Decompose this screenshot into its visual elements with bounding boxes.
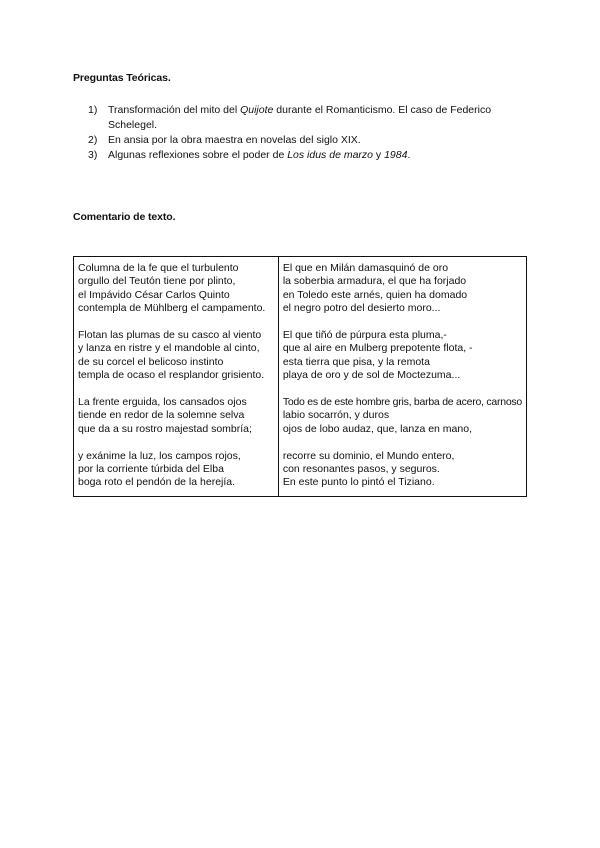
section-heading-text-commentary: Comentario de texto. [73,211,176,223]
questions-list [88,103,528,163]
poem-line: el Impávido César Carlos Quinto [78,288,230,301]
question-text: Algunas reflexiones sobre el poder de Los idus de marzo y 1984. [108,149,411,161]
poem-line: el negro potro del desierto moro... [282,302,441,315]
poem-line: con resonantes pasos, y seguros. [282,463,440,476]
poem-line: de su corcel el belicoso instinto [78,355,224,368]
stanza [78,329,274,383]
stanza [283,329,522,383]
poem-line: esta tierra que pisa, y la remota [282,355,430,368]
question-number: 2) [88,134,98,146]
poem-column-left [74,257,279,497]
question-number: 3) [88,149,98,161]
poem-line: templa de ocaso el resplandor grisiento. [78,369,265,382]
question-item [88,133,528,148]
poem-line: labio socarrón, y duros [282,409,390,422]
stanza [78,450,274,490]
stanza [78,262,274,316]
poem-line: La frente erguida, los cansados ojos [78,396,247,409]
poem-line: que da a su rostro majestad sombría; [78,422,252,435]
question-item [88,148,528,163]
poem-line: playa de oro y de sol de Moctezuma... [282,369,461,382]
poem-line: El que tiñó de púrpura esta pluma,- [282,329,447,342]
question-number: 1) [88,104,98,116]
poem-column-right [278,257,526,497]
poem-line: por la corriente túrbida del Elba [78,463,224,476]
stanza [283,450,522,490]
poem-line: la soberbia armadura, el que ha forjado [282,275,467,288]
poem-line: Todo es de este hombre gris, barba de acero, carnoso [282,396,522,409]
poem-table [73,256,527,497]
poem-line: El que en Milán damasquinó de oro [282,262,449,274]
poem-line: orgullo del Teutón tiene por plinto, [78,275,236,288]
stanza [283,396,522,436]
poem-line: que al aire en Mulberg prepotente flota, - [282,342,473,355]
poem-line: Columna de la fe que el turbulento [78,262,239,274]
question-text: Transformación del mito del Quijote durante el Romanticismo. El caso de Federico Schelegel. [108,104,492,131]
poem-line: ojos de lobo audaz, que, lanza en mano, [282,422,472,435]
poem-line: En este punto lo pintó el Tiziano. [282,476,435,489]
poem-line: tiende en redor de la solemne selva [78,409,245,422]
stanza [283,262,522,316]
poem-line: Flotan las plumas de su casco al viento [78,329,262,342]
poem-line: boga roto el pendón de la herejía. [78,476,236,489]
poem-line: en Toledo este arnés, quien ha domado [282,288,468,301]
question-item [88,103,528,133]
poem-line: y lanza en ristre y el mandoble al cinto, [78,342,260,355]
question-text: En ansia por la obra maestra en novelas del siglo XIX. [108,134,361,146]
stanza [78,396,274,436]
section-heading-theoretical-questions: Preguntas Teóricas. [73,72,171,84]
poem-line: recorre su dominio, el Mundo entero, [282,449,455,462]
poem-line: y exánime la luz, los campos rojos, [78,449,241,462]
poem-line: contempla de Mühlberg el campamento. [78,302,266,315]
